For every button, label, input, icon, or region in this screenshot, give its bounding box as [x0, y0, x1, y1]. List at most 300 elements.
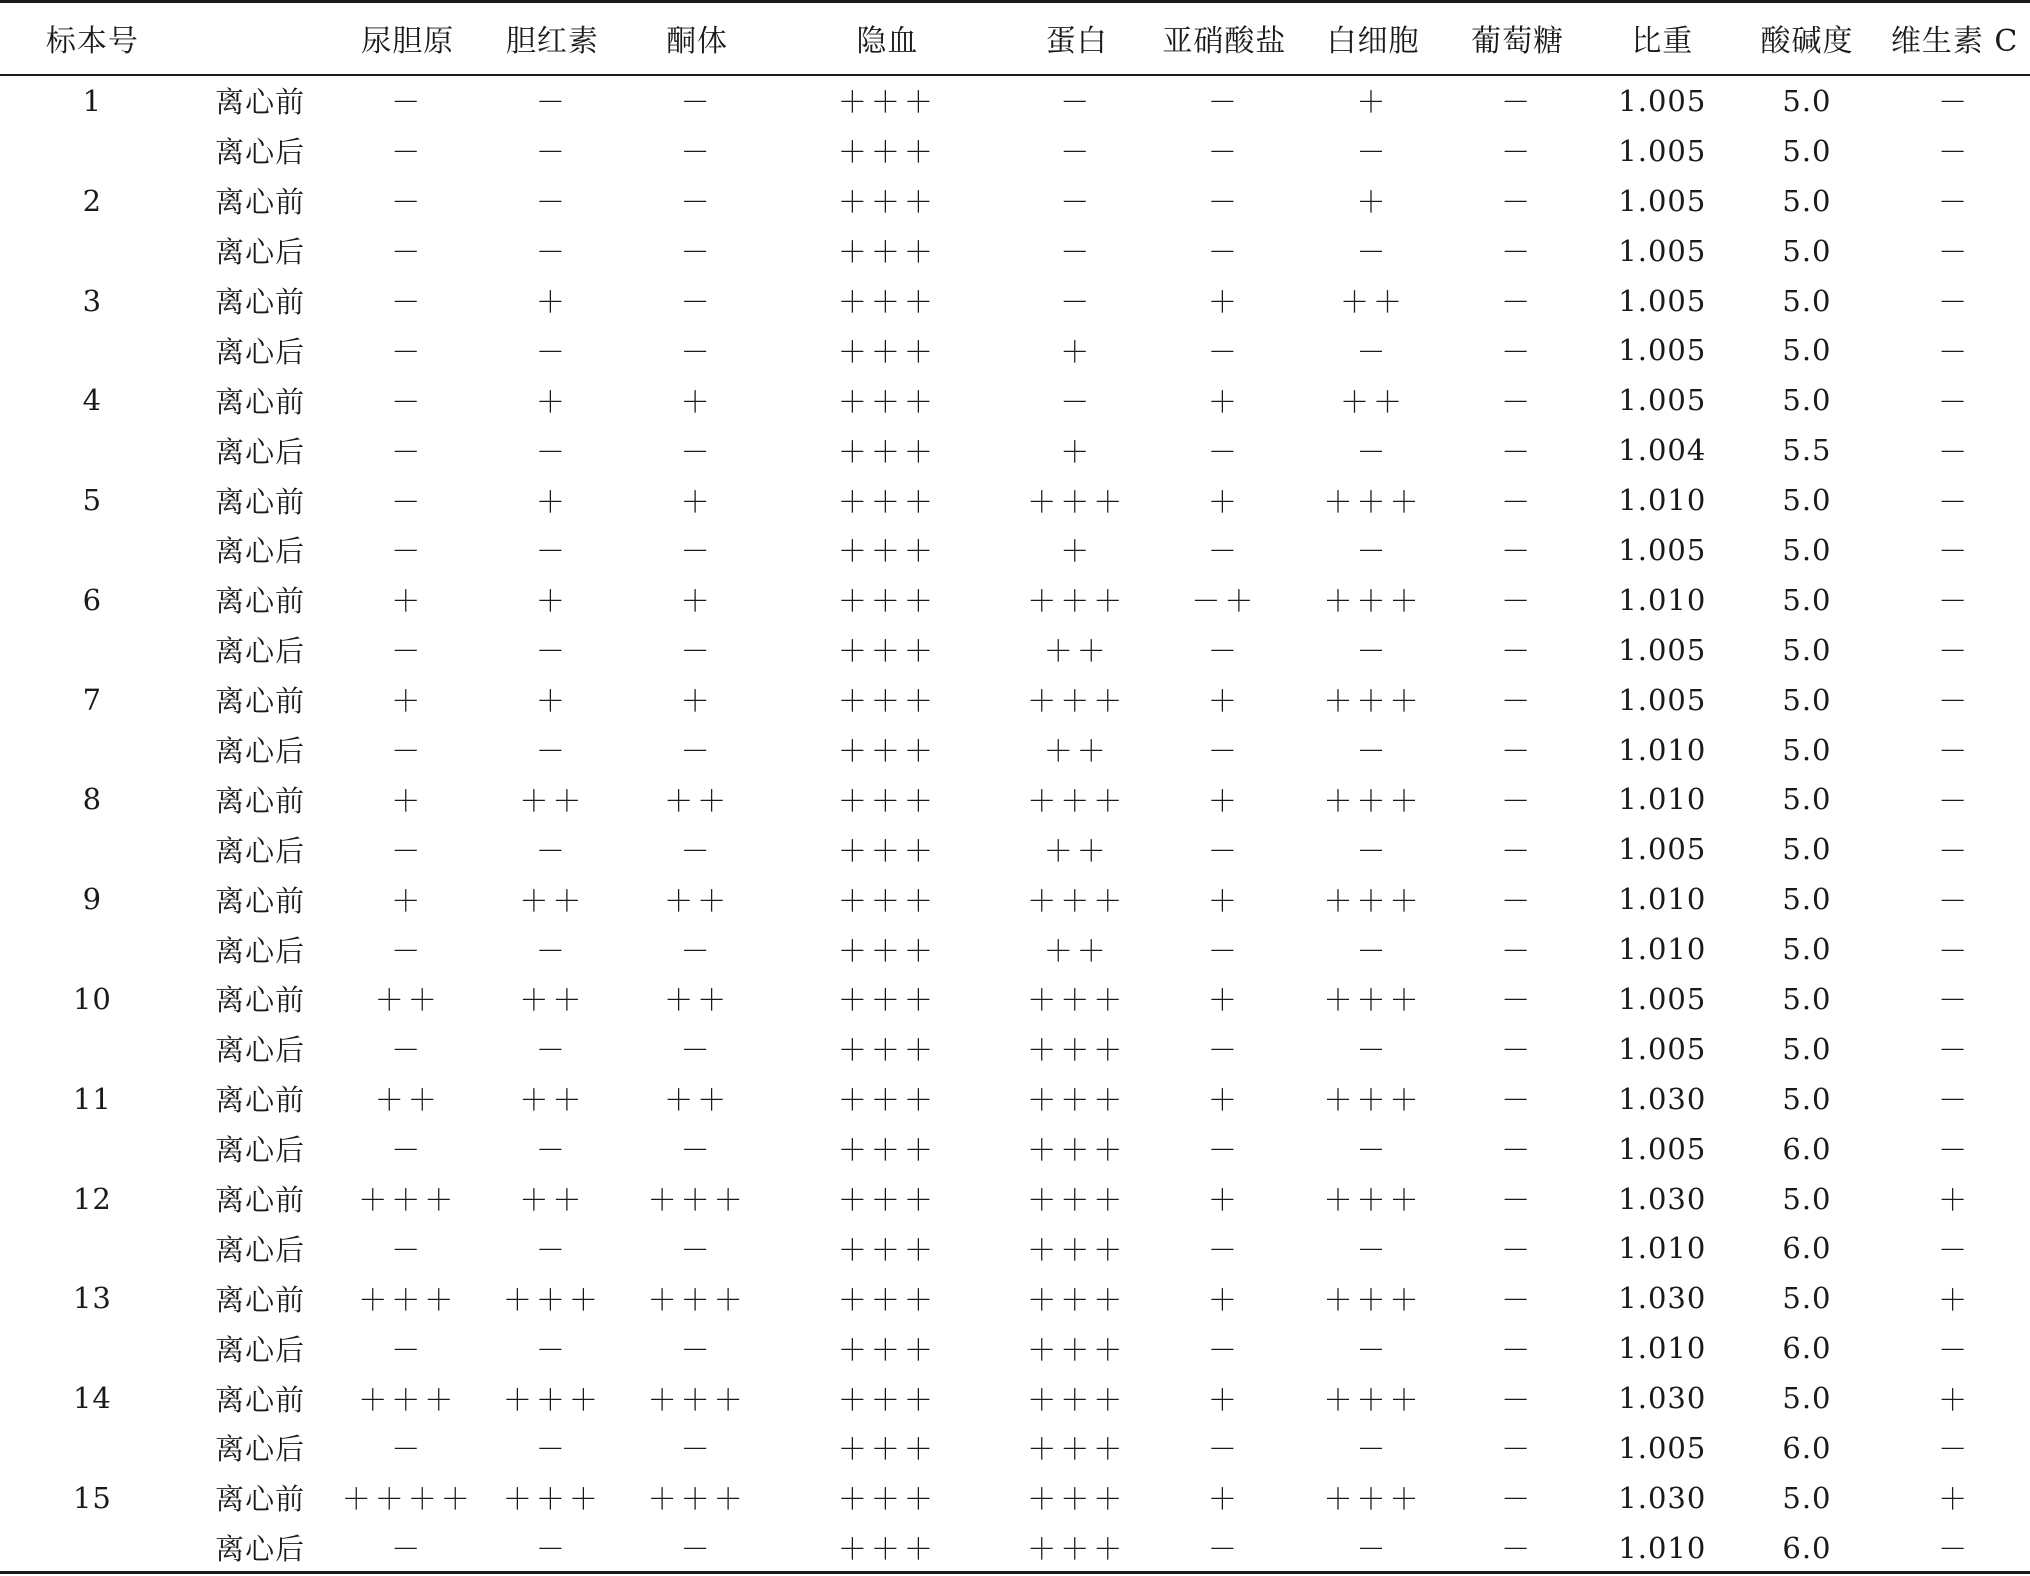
cell-vitamin-c: － [1938, 384, 1972, 419]
cell-stage: 离心前 [215, 285, 306, 319]
cell-stage: 离心前 [215, 85, 306, 120]
cell-nitrite: － [1207, 334, 1241, 369]
cell-specimen-no: 13 [72, 1281, 112, 1316]
cell-bilirubin: － [535, 634, 569, 669]
cell-vitamin-c: － [1938, 584, 1972, 619]
cell-leukocyte: ＋＋＋ [1323, 584, 1423, 619]
cell-specific-gravity: 1.005 [1618, 1031, 1707, 1066]
table-row [0, 1024, 2030, 1074]
cell-specimen-no [0, 1523, 185, 1573]
cell-bilirubin: ＋＋ [519, 783, 586, 818]
cell-protein: － [1060, 135, 1094, 170]
cell-stage: 离心后 [215, 833, 306, 868]
cell-urobilinogen: － [391, 135, 425, 170]
cell-specimen-no [0, 1323, 185, 1373]
cell-leukocyte: － [1356, 933, 1390, 968]
table-header-row [0, 0, 2030, 76]
cell-protein: ＋＋＋ [1027, 883, 1127, 918]
cell-glucose: － [1501, 734, 1535, 769]
cell-specimen-no: 10 [72, 981, 112, 1016]
cell-occult-blood: ＋＋＋ [837, 85, 937, 120]
cell-occult-blood: ＋＋＋ [837, 1532, 937, 1567]
cell-vitamin-c: － [1938, 534, 1972, 569]
cell-bilirubin: － [535, 1532, 569, 1567]
cell-ketone: － [680, 135, 714, 170]
cell-vitamin-c: － [1938, 783, 1972, 818]
cell-leukocyte: ＋＋＋ [1323, 983, 1423, 1018]
cell-vitamin-c: － [1938, 1033, 1972, 1068]
table-row [0, 475, 2030, 525]
cell-stage: 离心前 [215, 783, 306, 818]
cell-ketone: ＋＋＋ [647, 1183, 747, 1218]
cell-occult-blood: ＋＋＋ [837, 185, 937, 220]
cell-specimen-no [0, 725, 185, 775]
cell-glucose: － [1501, 285, 1535, 319]
cell-ketone: － [680, 285, 714, 319]
cell-glucose: － [1501, 883, 1535, 918]
cell-bilirubin: － [535, 933, 569, 968]
cell-nitrite: － [1207, 1232, 1241, 1267]
cell-nitrite: － [1207, 434, 1241, 469]
cell-protein: ＋＋＋ [1027, 1183, 1127, 1218]
cell-vitamin-c: ＋ [1938, 1382, 1972, 1417]
cell-specimen-no: 4 [82, 383, 103, 418]
cell-occult-blood: ＋＋＋ [837, 1332, 937, 1367]
cell-specific-gravity: 1.010 [1618, 782, 1707, 817]
cell-protein: ＋＋＋ [1027, 1083, 1127, 1118]
cell-specific-gravity: 1.005 [1618, 333, 1707, 368]
cell-specimen-no [0, 525, 185, 575]
col-header-protein: 蛋白 [1045, 24, 1108, 59]
cell-stage: 离心前 [215, 384, 306, 419]
cell-specific-gravity: 1.005 [1618, 832, 1707, 867]
cell-nitrite: － [1207, 1133, 1241, 1168]
cell-bilirubin: － [535, 235, 569, 270]
cell-nitrite: ＋ [1207, 484, 1241, 519]
cell-urobilinogen: － [391, 933, 425, 968]
cell-glucose: － [1501, 1133, 1535, 1168]
cell-occult-blood: ＋＋＋ [837, 135, 937, 170]
cell-leukocyte: ＋＋＋ [1323, 1382, 1423, 1417]
cell-glucose: － [1501, 634, 1535, 669]
cell-protein: ＋＋＋ [1027, 1432, 1127, 1467]
cell-ph: 5.0 [1782, 183, 1832, 218]
table-row [0, 1273, 2030, 1323]
cell-specific-gravity: 1.010 [1618, 582, 1707, 617]
cell-occult-blood: ＋＋＋ [837, 883, 937, 918]
cell-specimen-no [0, 1124, 185, 1174]
cell-leukocyte: ＋ [1356, 85, 1390, 120]
cell-vitamin-c: － [1938, 434, 1972, 469]
cell-occult-blood: ＋＋＋ [837, 684, 937, 719]
cell-occult-blood: ＋＋＋ [837, 1083, 937, 1118]
cell-specific-gravity: 1.010 [1618, 1331, 1707, 1366]
cell-protein: ＋＋ [1043, 833, 1110, 868]
cell-leukocyte: ＋＋＋ [1323, 1183, 1423, 1218]
cell-protein: ＋＋ [1043, 933, 1110, 968]
cell-specific-gravity: 1.005 [1618, 1131, 1707, 1166]
table-body [0, 76, 2030, 1573]
cell-urobilinogen: ＋ [391, 684, 425, 719]
cell-protein: ＋＋ [1043, 734, 1110, 769]
table-row [0, 126, 2030, 176]
table-row [0, 1174, 2030, 1224]
cell-occult-blood: ＋＋＋ [837, 833, 937, 868]
cell-leukocyte: ＋ [1356, 185, 1390, 220]
col-header-specific-gravity: 比重 [1631, 24, 1694, 59]
cell-bilirubin: ＋ [535, 684, 569, 719]
table-row [0, 575, 2030, 625]
col-header-leukocyte: 白细胞 [1326, 24, 1420, 59]
cell-specimen-no: 5 [82, 483, 103, 518]
cell-ph: 6.0 [1782, 1231, 1832, 1266]
cell-stage: 离心后 [215, 1033, 306, 1068]
cell-ketone: － [680, 933, 714, 968]
cell-bilirubin: － [535, 833, 569, 868]
cell-glucose: － [1501, 1432, 1535, 1467]
cell-stage: 离心前 [215, 983, 306, 1018]
cell-nitrite: － [1207, 833, 1241, 868]
cell-ph: 5.0 [1782, 1480, 1832, 1515]
cell-ph: 5.0 [1782, 233, 1832, 268]
cell-urobilinogen: － [391, 1033, 425, 1068]
cell-specific-gravity: 1.030 [1618, 1281, 1707, 1316]
cell-urobilinogen: ＋＋＋ [358, 1282, 458, 1317]
cell-ph: 5.0 [1782, 682, 1832, 717]
cell-specific-gravity: 1.010 [1618, 483, 1707, 518]
cell-bilirubin: － [535, 1033, 569, 1068]
table-row [0, 725, 2030, 775]
cell-ketone: ＋＋ [664, 883, 731, 918]
cell-urobilinogen: － [391, 1133, 425, 1168]
cell-ph: 5.0 [1782, 932, 1832, 967]
cell-ph: 5.0 [1782, 832, 1832, 867]
cell-urobilinogen: － [391, 484, 425, 519]
cell-protein: ＋ [1060, 334, 1094, 369]
cell-stage: 离心后 [215, 1432, 306, 1467]
cell-nitrite: ＋ [1207, 983, 1241, 1018]
cell-urobilinogen: － [391, 434, 425, 469]
cell-nitrite: － [1207, 235, 1241, 270]
cell-bilirubin: ＋ [535, 285, 569, 319]
cell-nitrite: － [1207, 135, 1241, 170]
cell-leukocyte: － [1356, 334, 1390, 369]
col-header-stage [185, 0, 336, 76]
cell-bilirubin: － [535, 1232, 569, 1267]
cell-vitamin-c: ＋ [1938, 1482, 1972, 1517]
cell-occult-blood: ＋＋＋ [837, 783, 937, 818]
col-header-ph: 酸碱度 [1760, 24, 1854, 59]
cell-vitamin-c: － [1938, 1332, 1972, 1367]
cell-ketone: － [680, 634, 714, 669]
cell-glucose: － [1501, 1532, 1535, 1567]
col-header-urobilinogen: 尿胆原 [361, 24, 455, 59]
cell-ph: 6.0 [1782, 1131, 1832, 1166]
cell-specific-gravity: 1.005 [1618, 383, 1707, 418]
cell-stage: 离心前 [215, 584, 306, 619]
cell-vitamin-c: － [1938, 734, 1972, 769]
cell-occult-blood: ＋＋＋ [837, 1133, 937, 1168]
cell-glucose: － [1501, 1183, 1535, 1218]
cell-specimen-no: 2 [82, 183, 103, 218]
cell-leukocyte: ＋＋＋ [1323, 1482, 1423, 1517]
cell-vitamin-c: ＋ [1938, 1183, 1972, 1218]
cell-urobilinogen: ＋ [391, 584, 425, 619]
cell-ph: 5.0 [1782, 981, 1832, 1016]
cell-occult-blood: ＋＋＋ [837, 933, 937, 968]
cell-glucose: － [1501, 933, 1535, 968]
cell-glucose: － [1501, 1282, 1535, 1317]
cell-stage: 离心前 [215, 1482, 306, 1517]
cell-vitamin-c: － [1938, 833, 1972, 868]
cell-urobilinogen: － [391, 1232, 425, 1267]
cell-specific-gravity: 1.005 [1618, 1430, 1707, 1465]
cell-occult-blood: ＋＋＋ [837, 1482, 937, 1517]
cell-stage: 离心后 [215, 1232, 306, 1267]
cell-specimen-no [0, 625, 185, 675]
cell-stage: 离心后 [215, 1133, 306, 1168]
cell-ketone: － [680, 185, 714, 220]
cell-ketone: ＋ [680, 684, 714, 719]
cell-occult-blood: ＋＋＋ [837, 734, 937, 769]
cell-urobilinogen: － [391, 1332, 425, 1367]
cell-stage: 离心后 [215, 1332, 306, 1367]
cell-nitrite: － [1207, 1532, 1241, 1567]
table-row [0, 1473, 2030, 1523]
cell-specific-gravity: 1.005 [1618, 233, 1707, 268]
cell-occult-blood: ＋＋＋ [837, 534, 937, 569]
cell-nitrite: － [1207, 85, 1241, 120]
cell-ph: 5.0 [1782, 283, 1832, 318]
cell-stage: 离心后 [215, 235, 306, 270]
cell-specific-gravity: 1.010 [1618, 932, 1707, 967]
cell-specific-gravity: 1.004 [1618, 433, 1707, 468]
cell-ph: 5.0 [1782, 1281, 1832, 1316]
cell-ph: 6.0 [1782, 1430, 1832, 1465]
cell-specific-gravity: 1.030 [1618, 1480, 1707, 1515]
cell-leukocyte: － [1356, 634, 1390, 669]
cell-leukocyte: － [1356, 1332, 1390, 1367]
cell-specimen-no [0, 1423, 185, 1473]
cell-bilirubin: － [535, 1432, 569, 1467]
cell-bilirubin: ＋＋ [519, 1083, 586, 1118]
cell-ketone: － [680, 85, 714, 120]
cell-nitrite: ＋ [1207, 384, 1241, 419]
table-row [0, 325, 2030, 375]
cell-ketone: － [680, 1432, 714, 1467]
cell-leukocyte: － [1356, 135, 1390, 170]
cell-ketone: － [680, 434, 714, 469]
cell-stage: 离心后 [215, 1532, 306, 1567]
cell-vitamin-c: － [1938, 684, 1972, 719]
cell-occult-blood: ＋＋＋ [837, 384, 937, 419]
cell-ph: 5.0 [1782, 782, 1832, 817]
table-row [0, 1223, 2030, 1273]
cell-protein: ＋＋＋ [1027, 584, 1127, 619]
cell-protein: ＋＋＋ [1027, 484, 1127, 519]
cell-protein: ＋ [1060, 534, 1094, 569]
cell-nitrite: －＋ [1191, 584, 1258, 619]
cell-urobilinogen: ＋＋ [374, 1083, 441, 1118]
cell-vitamin-c: － [1938, 235, 1972, 270]
cell-protein: ＋＋ [1043, 634, 1110, 669]
cell-protein: ＋＋＋ [1027, 1232, 1127, 1267]
cell-stage: 离心前 [215, 684, 306, 719]
cell-occult-blood: ＋＋＋ [837, 1282, 937, 1317]
cell-specimen-no: 9 [82, 882, 103, 917]
cell-ph: 5.0 [1782, 1181, 1832, 1216]
cell-leukocyte: ＋＋＋ [1323, 883, 1423, 918]
cell-ketone: － [680, 734, 714, 769]
cell-bilirubin: ＋＋ [519, 1183, 586, 1218]
cell-urobilinogen: ＋ [391, 783, 425, 818]
cell-ph: 5.0 [1782, 133, 1832, 168]
cell-protein: ＋ [1060, 434, 1094, 469]
cell-vitamin-c: － [1938, 1532, 1972, 1567]
cell-protein: ＋＋＋ [1027, 983, 1127, 1018]
cell-stage: 离心后 [215, 334, 306, 369]
cell-glucose: － [1501, 983, 1535, 1018]
cell-protein: － [1060, 185, 1094, 220]
cell-protein: ＋＋＋ [1027, 1532, 1127, 1567]
cell-specific-gravity: 1.005 [1618, 981, 1707, 1016]
cell-nitrite: ＋ [1207, 1382, 1241, 1417]
cell-nitrite: ＋ [1207, 883, 1241, 918]
cell-stage: 离心前 [215, 185, 306, 220]
cell-leukocyte: － [1356, 1532, 1390, 1567]
cell-ph: 5.0 [1782, 532, 1832, 567]
cell-ketone: ＋ [680, 584, 714, 619]
table-row [0, 1074, 2030, 1124]
cell-ph: 5.0 [1782, 1031, 1832, 1066]
cell-specimen-no: 1 [82, 83, 103, 118]
table-row [0, 824, 2030, 874]
cell-glucose: － [1501, 534, 1535, 569]
col-header-nitrite: 亚硝酸盐 [1162, 24, 1287, 59]
table-row [0, 1323, 2030, 1373]
cell-urobilinogen: － [391, 235, 425, 270]
cell-occult-blood: ＋＋＋ [837, 484, 937, 519]
cell-stage: 离心前 [215, 1282, 306, 1317]
cell-urobilinogen: － [391, 833, 425, 868]
cell-ketone: － [680, 334, 714, 369]
cell-specimen-no [0, 325, 185, 375]
cell-specimen-no: 6 [82, 582, 103, 617]
cell-ph: 5.0 [1782, 582, 1832, 617]
table-row [0, 675, 2030, 725]
cell-specimen-no [0, 1024, 185, 1074]
cell-glucose: － [1501, 1382, 1535, 1417]
cell-ketone: ＋＋＋ [647, 1282, 747, 1317]
cell-specific-gravity: 1.010 [1618, 732, 1707, 767]
col-header-bilirubin: 胆红素 [505, 24, 599, 59]
cell-ketone: － [680, 235, 714, 270]
cell-leukocyte: － [1356, 833, 1390, 868]
col-header-vitamin-c: 维生素 C [1890, 24, 2019, 59]
cell-specific-gravity: 1.005 [1618, 682, 1707, 717]
table-row [0, 625, 2030, 675]
cell-vitamin-c: － [1938, 285, 1972, 319]
cell-specimen-no: 8 [82, 782, 103, 817]
cell-urobilinogen: － [391, 85, 425, 120]
cell-bilirubin: － [535, 1133, 569, 1168]
cell-vitamin-c: － [1938, 135, 1972, 170]
cell-specimen-no: 12 [72, 1181, 112, 1216]
cell-leukocyte: － [1356, 534, 1390, 569]
cell-specimen-no: 3 [82, 283, 103, 318]
cell-vitamin-c: ＋ [1938, 1282, 1972, 1317]
cell-nitrite: ＋ [1207, 1482, 1241, 1517]
cell-protein: ＋＋＋ [1027, 1382, 1127, 1417]
cell-stage: 离心前 [215, 1183, 306, 1218]
cell-protein: ＋＋＋ [1027, 1282, 1127, 1317]
cell-stage: 离心后 [215, 734, 306, 769]
col-header-ketone: 酮体 [666, 24, 729, 59]
cell-vitamin-c: － [1938, 1232, 1972, 1267]
cell-vitamin-c: － [1938, 1083, 1972, 1118]
cell-bilirubin: ＋＋＋ [502, 1282, 602, 1317]
table-row [0, 425, 2030, 475]
cell-specific-gravity: 1.005 [1618, 183, 1707, 218]
cell-occult-blood: ＋＋＋ [837, 1033, 937, 1068]
cell-vitamin-c: － [1938, 933, 1972, 968]
cell-specimen-no [0, 1223, 185, 1273]
table-row [0, 176, 2030, 226]
cell-occult-blood: ＋＋＋ [837, 434, 937, 469]
cell-leukocyte: ＋＋＋ [1323, 1083, 1423, 1118]
cell-specimen-no [0, 824, 185, 874]
cell-protein: ＋＋＋ [1027, 1482, 1127, 1517]
cell-urobilinogen: ＋＋＋＋ [341, 1482, 474, 1517]
table-row [0, 226, 2030, 276]
table-row [0, 276, 2030, 326]
cell-ph: 5.0 [1782, 632, 1832, 667]
cell-vitamin-c: － [1938, 484, 1972, 519]
cell-urobilinogen: ＋＋ [374, 983, 441, 1018]
cell-leukocyte: － [1356, 235, 1390, 270]
cell-stage: 离心前 [215, 1382, 306, 1417]
cell-specific-gravity: 1.030 [1618, 1181, 1707, 1216]
cell-ketone: ＋＋＋ [647, 1482, 747, 1517]
cell-leukocyte: ＋＋＋ [1323, 484, 1423, 519]
cell-vitamin-c: － [1938, 634, 1972, 669]
cell-leukocyte: － [1356, 1133, 1390, 1168]
cell-occult-blood: ＋＋＋ [837, 1432, 937, 1467]
cell-urobilinogen: － [391, 1532, 425, 1567]
cell-nitrite: ＋ [1207, 1183, 1241, 1218]
cell-glucose: － [1501, 1232, 1535, 1267]
cell-leukocyte: － [1356, 434, 1390, 469]
cell-protein: ＋＋＋ [1027, 1033, 1127, 1068]
cell-stage: 离心后 [215, 933, 306, 968]
cell-leukocyte: － [1356, 1432, 1390, 1467]
cell-ph: 6.0 [1782, 1530, 1832, 1565]
cell-protein: － [1060, 85, 1094, 120]
cell-nitrite: － [1207, 734, 1241, 769]
cell-stage: 离心前 [215, 484, 306, 519]
cell-bilirubin: ＋＋＋ [502, 1482, 602, 1517]
cell-nitrite: － [1207, 1432, 1241, 1467]
cell-specific-gravity: 1.005 [1618, 133, 1707, 168]
cell-bilirubin: － [535, 1332, 569, 1367]
cell-specific-gravity: 1.005 [1618, 83, 1707, 118]
cell-occult-blood: ＋＋＋ [837, 1232, 937, 1267]
table-row [0, 1523, 2030, 1573]
cell-occult-blood: ＋＋＋ [837, 235, 937, 270]
cell-stage: 离心后 [215, 434, 306, 469]
cell-stage: 离心后 [215, 534, 306, 569]
cell-ph: 5.0 [1782, 882, 1832, 917]
